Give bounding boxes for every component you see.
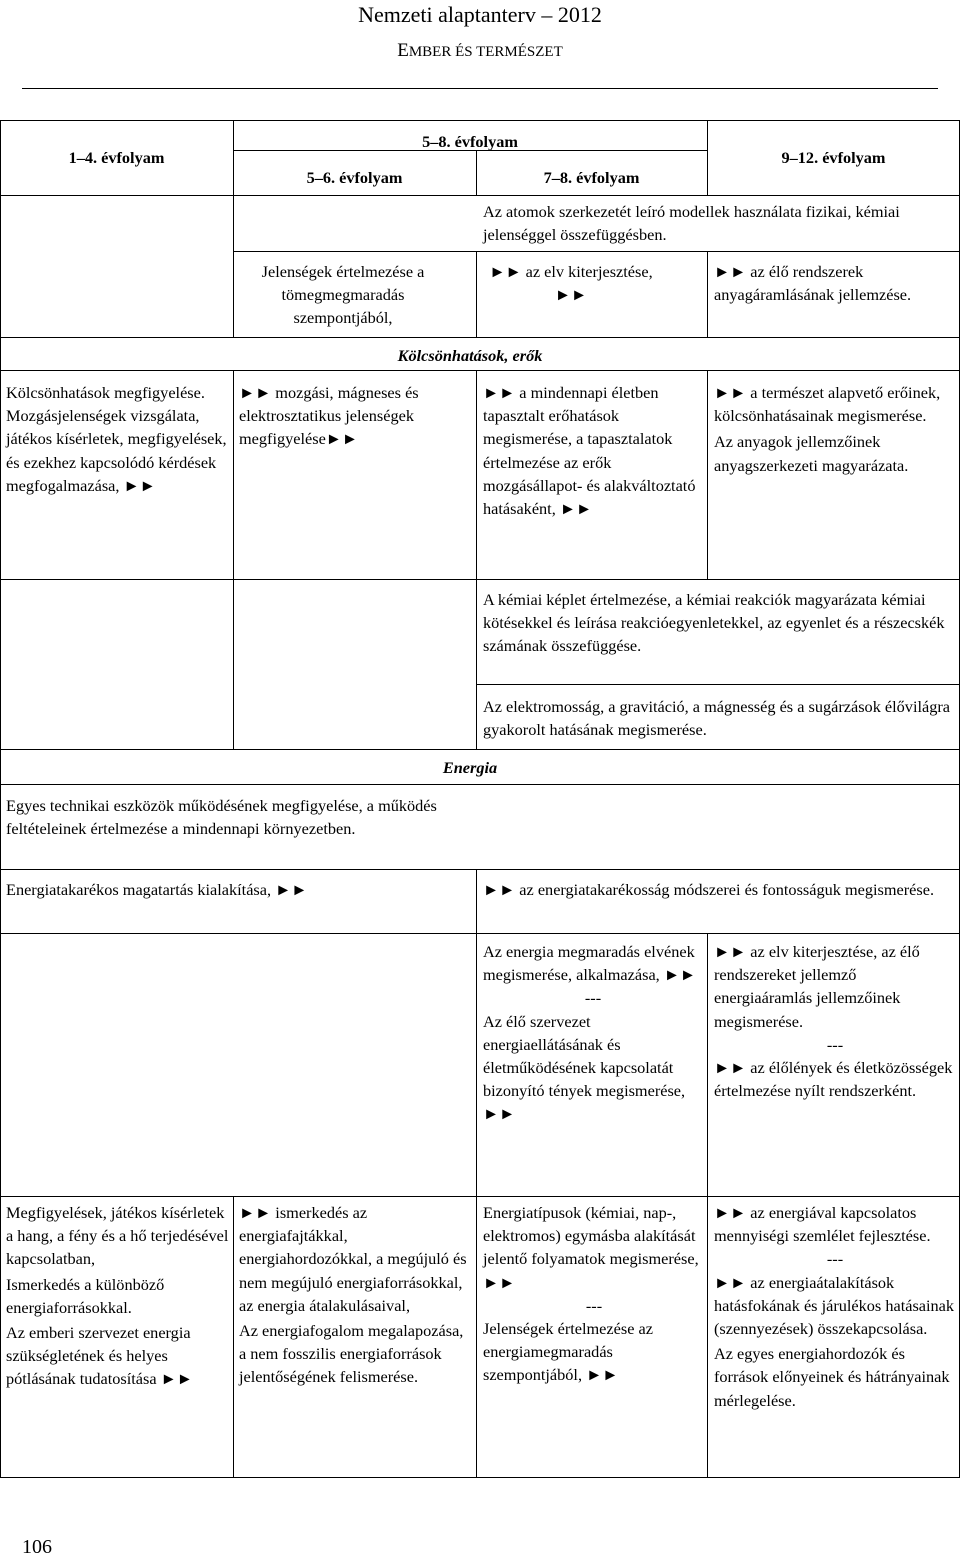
cell-conservation-7-8-p1: Az energia megmaradás elvének megismerése, alkalmazása, ►► xyxy=(483,942,697,985)
rule-chem-bottom xyxy=(476,684,960,685)
header-grade-7-8: 7–8. évfolyam xyxy=(543,168,640,187)
header-grade-1-4: 1–4. évfolyam xyxy=(68,148,165,167)
cell-forces-1-4-p1: Kölcsönhatások megfigyelése. xyxy=(6,383,205,402)
cell-sources-9-12-p1: ►► az energiával kapcsolatos mennyiségi szemlélet fejlesztése. xyxy=(714,1203,931,1246)
cell-conservation-9-12 xyxy=(714,940,956,1102)
cell-sources-1-4-p3: Az emberi szervezet energia szükségletének és helyes pótlásának tudatosítása ►► xyxy=(6,1323,193,1389)
cell-mass-7-8: ►► az elv kiterjesztése, ►► xyxy=(489,262,653,305)
cell-forces-1-4-p2: Mozgásjelenségek vizsgálata, játékos kísérletek, megfigyelések, és ezekhez kapcsolódó kérdések megfogalmazása, ►► xyxy=(6,406,227,495)
rule-mass-bottom xyxy=(0,337,960,338)
vline-c1-sources xyxy=(233,1196,234,1477)
subtitle-rest: MBER ÉS TERMÉSZET xyxy=(408,44,563,60)
rule-elec-bottom xyxy=(0,749,960,750)
cell-conservation-7-8 xyxy=(483,940,703,1126)
cell-conservation-9-12-p1: ►► az elv kiterjesztése, az élő rendszereket jellemző energiaáramlás jellemzőinek megismerése. xyxy=(714,942,920,1031)
cell-sources-7-8-p2: Jelenségek értelmezése az energiamegmaradás szempontjából, ►► xyxy=(483,1319,653,1385)
cell-sources-7-8-p1: Energiatípusok (kémiai, nap-, elektromos) egymásba alakítását jelentő folyamatok megismerése, ►► xyxy=(483,1203,699,1292)
section-title-forces: Kölcsönhatások, erők xyxy=(397,346,543,365)
cell-sources-7-8-sep: --- xyxy=(585,1295,603,1315)
page-number: 106 xyxy=(22,1536,52,1558)
cell-sources-9-12-p3: Az egyes energiahordozók és források előnyeinek és hátrányainak mérlegelése. xyxy=(714,1344,950,1410)
cell-forces-9-12-p2: Az anyagok jellemzőinek anyagszerkezeti magyarázata. xyxy=(714,432,909,475)
vline-c3-forces xyxy=(476,370,477,579)
cell-forces-5-6: ►► mozgási, mágneses és elektrosztatikus jelenségek megfigyelése►► xyxy=(239,383,419,449)
cell-sources-1-4 xyxy=(6,1201,230,1391)
cell-saving-right: ►► az energiatakarékosság módszerei és fontosságuk megismerése. xyxy=(483,880,935,899)
cell-tech: Egyes technikai eszközök működésének megfigyelése, a működés feltételeinek értelmezése a mindennapi környezetben. xyxy=(6,796,437,839)
vline-c4-lower xyxy=(707,933,708,1477)
cell-conservation-7-8-sep: --- xyxy=(584,988,602,1008)
cell-sources-9-12-sep: --- xyxy=(826,1249,844,1269)
cell-sources-9-12 xyxy=(714,1201,956,1412)
vline-c1-forces xyxy=(233,370,234,579)
header-grade-5-6: 5–6. évfolyam xyxy=(306,168,403,187)
cell-mass-5-6: Jelenségek értelmezése a tömegmegmaradás szempontjából, xyxy=(261,262,425,328)
cell-sources-1-4-p2: Ismerkedés a különböző energiaforrásokkal. xyxy=(6,1274,165,1317)
rule-forces-title-bottom xyxy=(0,370,960,371)
cell-sources-5-6 xyxy=(239,1201,473,1389)
section-title-energy: Energia xyxy=(442,758,498,777)
rule-forces-bottom xyxy=(0,579,960,580)
cell-conservation-9-12-p2: ►► az élőlények és életközösségek értelmezése nyílt rendszerként. xyxy=(714,1058,953,1101)
document-title: Nemzeti alaptanterv – 2012 xyxy=(358,2,602,27)
cell-sources-5-6-p1: ►► ismerkedés az energiafajtákkal, energiahordozókkal, a megújuló és nem megújuló energiaforrásokkal, az energia átalakulásaival, xyxy=(239,1203,467,1315)
rule-atoms-bottom xyxy=(233,251,960,252)
cell-elec: Az elektromosság, a gravitáció, a mágnesség és a sugárzások élővilágra gyakorolt hatásának megismerése. xyxy=(483,697,951,740)
cell-sources-7-8 xyxy=(483,1201,705,1387)
vline-c4-mass xyxy=(707,251,708,337)
cell-sources-5-6-p2: Az energiafogalom megalapozása, a nem fosszilis energiaforrások jelentőségének felismerése. xyxy=(239,1321,464,1387)
header-grade-9-12: 9–12. évfolyam xyxy=(781,148,886,167)
table-border-top xyxy=(0,120,960,121)
cell-forces-9-12-p1: ►► a természet alapvető erőinek, kölcsönhatásainak megismerése. xyxy=(714,383,941,426)
header-grade-5-8: 5–8. évfolyam xyxy=(422,132,518,151)
header-rule xyxy=(22,88,938,89)
curriculum-table xyxy=(0,120,960,1480)
cell-atoms: Az atomok szerkezetét leíró modellek használata fizikai, kémiai jelenséggel összefüggésben. xyxy=(483,202,900,245)
cell-forces-9-12 xyxy=(714,381,956,477)
cell-sources-9-12-p2: ►► az energiaátalakítások hatásfokának és járulékos hatásainak (szennyezések) összekapcsolása. xyxy=(714,1272,955,1339)
rule-header-bottom xyxy=(0,195,960,196)
rule-saving-bottom xyxy=(0,933,960,934)
cell-mass-9-12: ►► az élő rendszerek anyagáramlásának jellemzése. xyxy=(714,262,912,305)
vline-c1-chem xyxy=(233,579,234,749)
vline-c3-saving xyxy=(476,869,477,933)
rule-tech-bottom xyxy=(0,869,960,870)
cell-forces-1-4 xyxy=(6,381,230,497)
rule-conservation-bottom xyxy=(0,1196,960,1197)
document-subtitle xyxy=(0,40,960,62)
cell-chem: A kémiai képlet értelmezése, a kémiai reakciók magyarázata kémiai kötésekkel és leírása reakcióegyenletekkel, az egyenlet és a részecskék számának összefüggése. xyxy=(483,590,945,656)
subtitle-initial: E xyxy=(397,40,409,61)
rule-energy-title-bottom xyxy=(0,784,960,785)
table-border-bottom xyxy=(0,1477,960,1478)
cell-conservation-7-8-p2: Az élő szervezet energiaellátásának és életműködésének kapcsolatát bizonyító tények megismerése, ►► xyxy=(483,1011,686,1124)
vline-c3-lower xyxy=(476,933,477,1477)
cell-sources-1-4-p1: Megfigyelések, játékos kísérletek a hang, a fény és a hő terjedésével kapcsolatban, xyxy=(6,1203,229,1269)
vline-c3-chem xyxy=(476,579,477,749)
table-border-left xyxy=(0,120,1,1478)
vline-c4-forces xyxy=(707,370,708,579)
cell-saving-left: Energiatakarékos magatartás kialakítása, ►► xyxy=(6,880,308,899)
cell-forces-7-8: ►► a mindennapi életben tapasztalt erőhatások megismerése, a tapasztalatok értelmezése az erők mozgásállapot- és alakváltoztató hatásaként, ►► xyxy=(483,383,696,519)
cell-conservation-9-12-sep: --- xyxy=(826,1034,844,1054)
